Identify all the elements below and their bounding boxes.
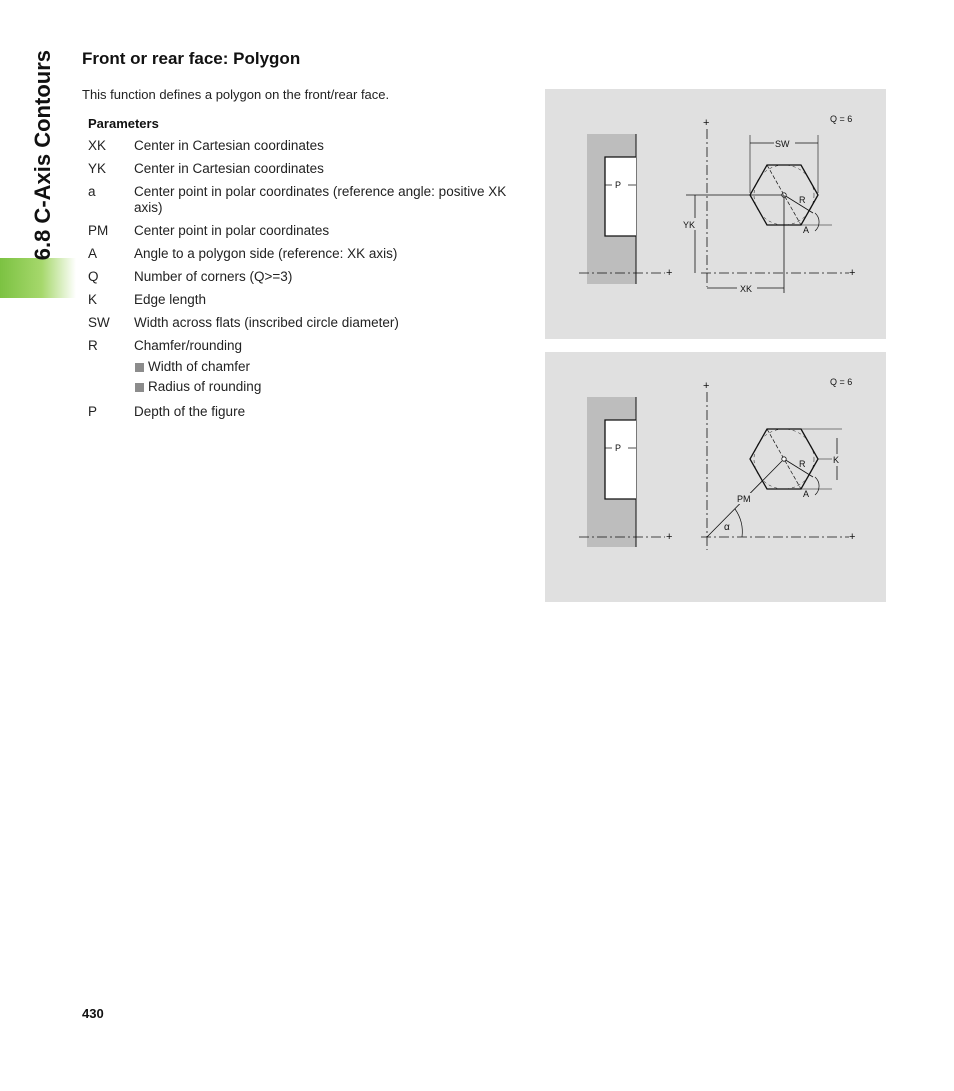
pocket-outline — [605, 420, 636, 499]
parameter-description: Chamfer/rounding — [134, 338, 243, 353]
figure-cartesian-polygon — [545, 89, 886, 339]
parameter-table — [88, 138, 518, 427]
figure-polar-polygon — [545, 352, 886, 602]
axis-plus-marker: + — [666, 531, 673, 543]
angle-arc — [815, 477, 819, 495]
pm-label: PM — [737, 494, 751, 504]
parameter-row — [88, 138, 518, 161]
parameter-key: YK — [88, 161, 107, 176]
parameter-description: Center in Cartesian coordinates — [134, 161, 324, 176]
depth-label: P — [615, 443, 622, 453]
intro-text: This function defines a polygon on the front/rear face. — [82, 87, 390, 102]
angle-label: A — [803, 225, 810, 235]
parameter-row — [88, 338, 518, 404]
sub-list-item: Radius of rounding — [134, 377, 518, 397]
parameter-row — [88, 292, 518, 315]
parameter-key: SW — [88, 315, 110, 330]
depth-label: P — [615, 180, 622, 190]
corner-count-label: Q = 6 — [830, 114, 853, 124]
parameter-key: PM — [88, 223, 109, 238]
parameter-sub-list — [134, 357, 518, 397]
parameter-row — [88, 246, 518, 269]
axis-plus-marker: + — [666, 267, 673, 279]
parameter-description: Center in Cartesian coordinates — [134, 138, 324, 153]
parameter-description-cell — [134, 338, 518, 404]
center-point — [782, 457, 786, 461]
alpha-arc — [735, 509, 742, 537]
page-number: 430 — [82, 1006, 104, 1021]
parameter-description: Width across flats (inscribed circle diameter) — [134, 315, 399, 330]
parameter-row — [88, 184, 518, 223]
parameter-key: P — [88, 404, 98, 419]
radius-label: R — [799, 459, 806, 469]
parameter-row — [88, 161, 518, 184]
pocket-outline — [605, 157, 636, 236]
parameter-description: Number of corners (Q>=3) — [134, 269, 293, 284]
axis-plus-marker: + — [703, 380, 710, 392]
axis-plus-marker: + — [849, 531, 856, 543]
parameter-row — [88, 315, 518, 338]
parameter-key: K — [88, 292, 98, 307]
parameters-heading: Parameters — [88, 116, 159, 131]
axis-plus-marker: + — [703, 117, 710, 129]
parameter-row — [88, 269, 518, 292]
alpha-label: α — [724, 522, 730, 533]
parameter-key: R — [88, 338, 98, 353]
parameter-description: Center point in polar coordinates — [134, 223, 330, 238]
yk-label: YK — [683, 220, 696, 230]
parameter-key: a — [88, 184, 96, 199]
section-side-title: 6.8 C-Axis Contours — [30, 50, 55, 261]
axis-plus-marker: + — [849, 267, 856, 279]
parameter-description: Depth of the figure — [134, 404, 246, 419]
corner-count-label: Q = 6 — [830, 377, 853, 387]
xk-label: XK — [740, 284, 753, 294]
k-label: K — [833, 455, 840, 465]
parameter-description: Angle to a polygon side (reference: XK axis) — [134, 246, 398, 261]
parameter-row — [88, 404, 518, 427]
angle-label: A — [803, 489, 810, 499]
sub-list-item: Width of chamfer — [134, 357, 518, 377]
cartesian-diagram — [545, 89, 886, 339]
radius-label: R — [799, 195, 806, 205]
parameter-description: Edge length — [134, 292, 207, 307]
parameter-key: Q — [88, 269, 99, 284]
angle-arc — [815, 213, 819, 231]
parameter-key: A — [88, 246, 98, 261]
polar-diagram — [545, 352, 886, 602]
sw-label: SW — [775, 139, 790, 149]
parameter-description: Center point in polar coordinates (reference angle: positive XK axis) — [134, 184, 507, 215]
parameter-row — [88, 223, 518, 246]
section-heading: Front or rear face: Polygon — [82, 49, 301, 68]
parameter-key: XK — [88, 138, 107, 153]
